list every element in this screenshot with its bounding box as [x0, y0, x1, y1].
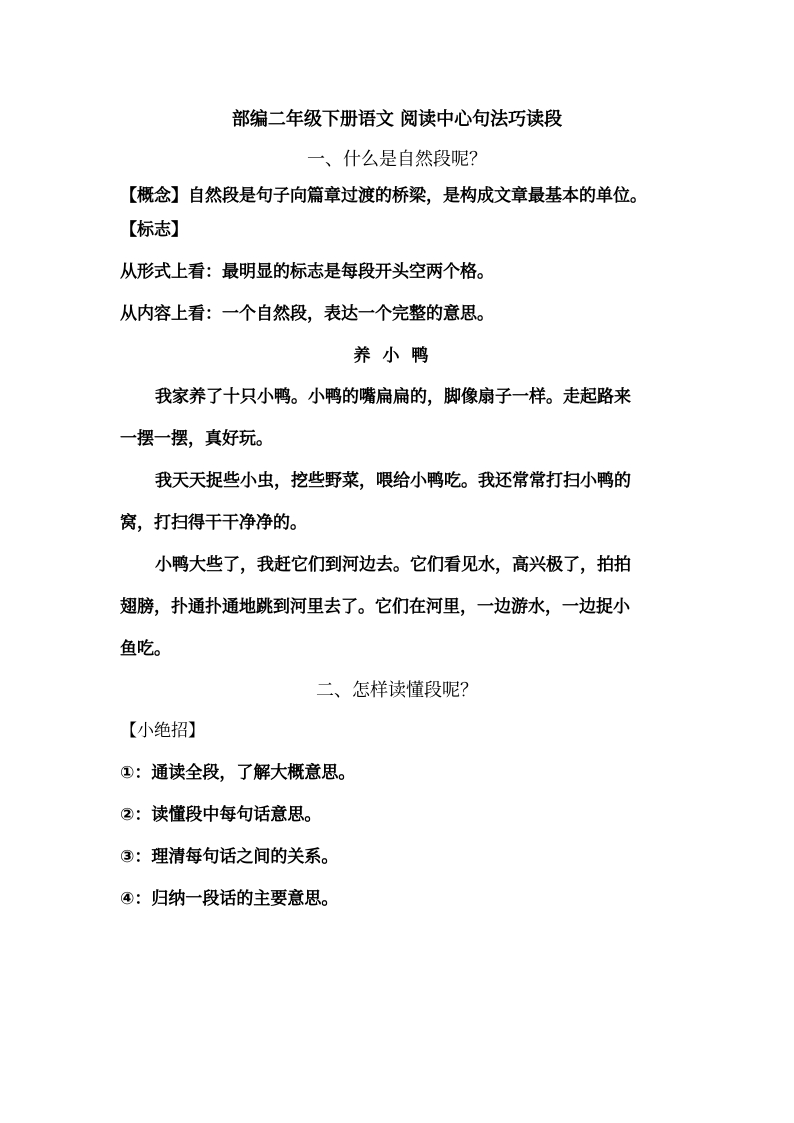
form-sign-text: 从形式上看：最明显的标志是每段开头空两个格。: [120, 262, 494, 282]
concept-paragraph: 【概念】自然段是句子向篇章过渡的桥梁，是构成文章最基本的单位。: [120, 186, 647, 206]
section-2-heading: 二、怎样读懂段呢？: [316, 680, 478, 701]
story-paragraph-1-line-1: 我家养了十只小鸭。小鸭的嘴扁扁的，脚像扇子一样。走起路来: [155, 387, 631, 407]
story-paragraph-3-line-3: 鱼吃。: [120, 639, 171, 659]
story-title: 养小鸭: [353, 346, 441, 366]
content-sign-text: 从内容上看：一个自然段，表达一个完整的意思。: [120, 304, 494, 324]
story-paragraph-2-line-2: 窝，打扫得干干净净的。: [120, 513, 307, 533]
sign-label: 【标志】: [120, 220, 188, 240]
tip-item-3: ③：理清每句话之间的关系。: [120, 847, 339, 867]
tip-item-1: ①：通读全段，了解大概意思。: [120, 763, 356, 783]
story-paragraph-1-line-2: 一摆一摆，真好玩。: [120, 429, 273, 449]
tip-item-4: ④：归纳一段话的主要意思。: [120, 889, 339, 909]
tip-item-2: ②：读懂段中每句话意思。: [120, 805, 322, 825]
story-paragraph-3-line-1: 小鸭大些了，我赶它们到河边去。它们看见水，高兴极了，拍拍: [155, 555, 631, 575]
document-title: 部编二年级下册语文 阅读中心句法巧读段: [231, 109, 563, 130]
story-paragraph-3-line-2: 翅膀，扑通扑通地跳到河里去了。它们在河里，一边游水，一边捉小: [120, 597, 630, 617]
section-1-heading: 一、什么是自然段呢？: [307, 149, 487, 170]
tips-label: 【小绝招】: [120, 721, 205, 741]
story-paragraph-2-line-1: 我天天捉些小虫，挖些野菜，喂给小鸭吃。我还常常打扫小鸭的: [155, 471, 631, 491]
